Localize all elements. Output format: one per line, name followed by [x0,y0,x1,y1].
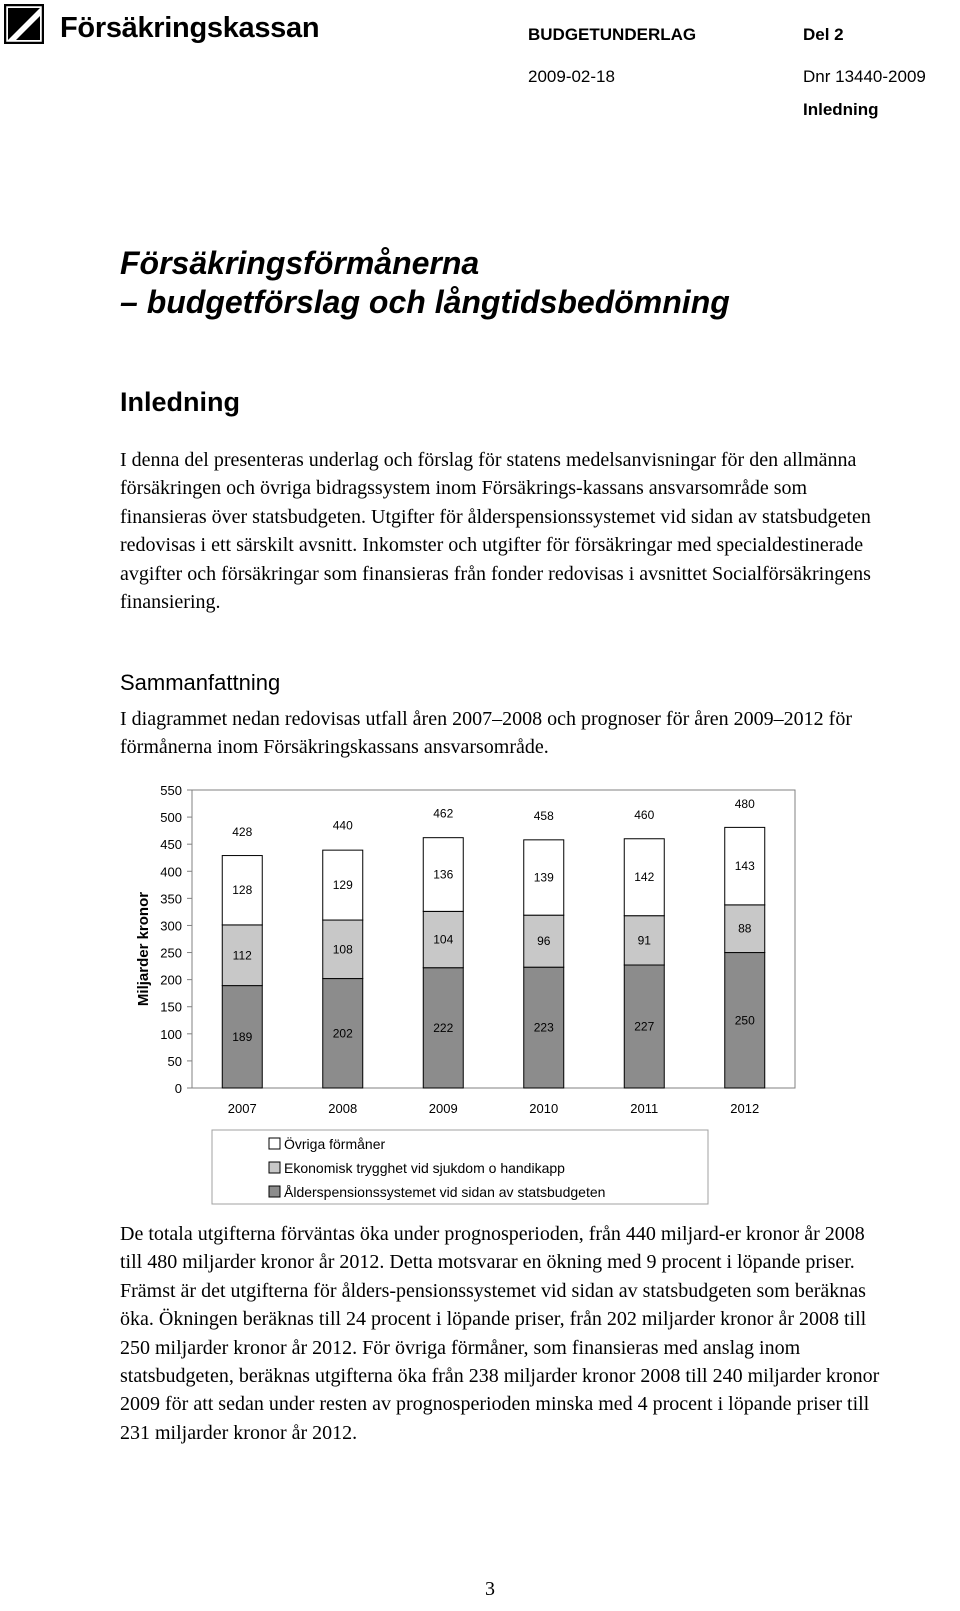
bar-segment-label: 189 [232,1029,253,1044]
bar-segment-label: 136 [433,867,454,882]
y-axis-tick-label: 150 [160,999,182,1015]
page-number: 3 [485,1578,495,1600]
header-section-name: Inledning [803,100,879,119]
logo-wordmark: Försäkringskassan [60,12,320,44]
forsakringskassan-logo-icon [4,4,44,44]
y-axis-tick-label: 350 [160,891,182,907]
conclusion-paragraph: De totala utgifterna förväntas öka under prognosperioden, från 440 miljard-er kronor år 2008 till 480 miljarder kronor år 2012. Detta motsvarar en ökning med 9 procent i löpande priser. Främst är det utgifterna för ålders-pensionssystemet vid sidan av statsbudgeten som beräknas öka. Ökningen beräknas till 24 procent i löpande priser, från 202 miljarder kronor år 2008 till 250 miljarder kronor år 2012. För övriga förmåner, som finansieras med anslag inom statsbudgeten, beräknas utgifterna öka från 238 miljarder kronor 2008 till 240 miljarder kronor 2009 för att sedan under resten av prognosperioden minska med 4 procent i löpande priser till 231 miljarder kronor år 2012. [120,1223,880,1444]
bar-total-label: 440 [332,818,353,833]
y-axis-tick-label: 500 [160,810,182,826]
x-axis-category-label: 2009 [428,1101,458,1116]
bar-segment-label: 108 [332,942,353,957]
summary-heading: Sammanfattning [120,670,281,695]
bar-segment-label: 96 [537,934,551,949]
bar-segment-label: 222 [433,1020,454,1035]
document-part: Del 2 [803,25,844,44]
document-date: 2009-02-18 [528,67,615,86]
x-axis-category-label: 2008 [328,1101,358,1116]
page-title-line-1: Försäkringsförmånerna [120,245,480,281]
page-title-line-2: – budgetförslag och långtidsbedömning [120,284,730,320]
x-axis-category-label: 2007 [227,1101,257,1116]
legend-label: Ålderspensionssystemet vid sidan av statsbudgeten [284,1184,606,1200]
bar-total-label: 428 [232,825,253,840]
legend-label: Ekonomisk trygghet vid sjukdom o handikapp [284,1160,565,1176]
page-title [120,244,730,322]
x-axis-category-label: 2012 [730,1101,760,1116]
bar-segment-label: 250 [734,1013,755,1028]
bar-segment-label: 91 [637,933,651,948]
bar-segment-label: 104 [433,932,454,947]
y-axis-tick-label: 250 [160,945,182,961]
bar-segment-label: 139 [533,870,554,885]
y-axis-tick-label: 550 [160,783,182,798]
y-axis-tick-label: 300 [160,918,182,934]
legend-label: Övriga förmåner [284,1136,386,1152]
y-axis-tick-label: 400 [160,864,182,880]
document-registration-number: Dnr 13440-2009 [803,67,926,86]
y-axis-tick-label: 200 [160,972,182,988]
bar-segment-label: 129 [332,878,353,893]
bar-total-label: 462 [433,806,454,821]
y-axis-tick-label: 50 [167,1053,182,1069]
bar-segment-label: 112 [232,948,252,963]
bar-total-label: 458 [533,808,554,823]
bar-segment-label: 142 [634,870,655,885]
bar-segment-label: 143 [734,859,755,874]
bar-segment-label: 202 [332,1026,353,1041]
bar-total-label: 460 [634,807,655,822]
expenditure-stacked-bar-chart [0,770,960,1220]
bar-segment-label: 227 [634,1019,655,1034]
x-axis-category-label: 2010 [529,1101,559,1116]
bar-segment-label: 128 [232,883,253,898]
document-type: BUDGETUNDERLAG [528,25,697,44]
legend-swatch [269,1186,280,1197]
y-axis-tick-label: 0 [174,1081,182,1096]
intro-paragraph: I denna del presenteras underlag och förslag för statens medelsanvisningar för den allmänna försäkringen och övriga bidragssystem inom Försäkrings-kassans ansvarsområde som finansieras över statsbudgeten. Utgifter för ålderspensionssystemet vid sidan av statsbudgeten redovisas i ett särskilt avsnitt. Inkomster och utgifter för försäkringar med specialdestinerade avgifter och försäkringar som finansieras från fonder redovisas i avsnittet Socialförsäkringens finansiering. [120,449,871,614]
legend-swatch [269,1138,280,1149]
y-axis-tick-label: 450 [160,837,182,853]
summary-paragraph: I diagrammet nedan redovisas utfall åren 2007–2008 och prognoser för åren 2009–2012 för förmånerna inom Försäkringskassans ansvarsområde. [120,708,853,759]
y-axis-tick-label: 100 [160,1026,182,1042]
bar-total-label: 480 [734,796,755,811]
chart-plot-area [192,790,795,1088]
bar-segment-label: 88 [738,921,752,936]
legend-swatch [269,1162,280,1173]
intro-heading: Inledning [120,387,240,417]
x-axis-category-label: 2011 [630,1101,659,1116]
bar-segment-label: 223 [533,1020,554,1035]
y-axis-label: Miljarder kronor [135,891,152,1007]
